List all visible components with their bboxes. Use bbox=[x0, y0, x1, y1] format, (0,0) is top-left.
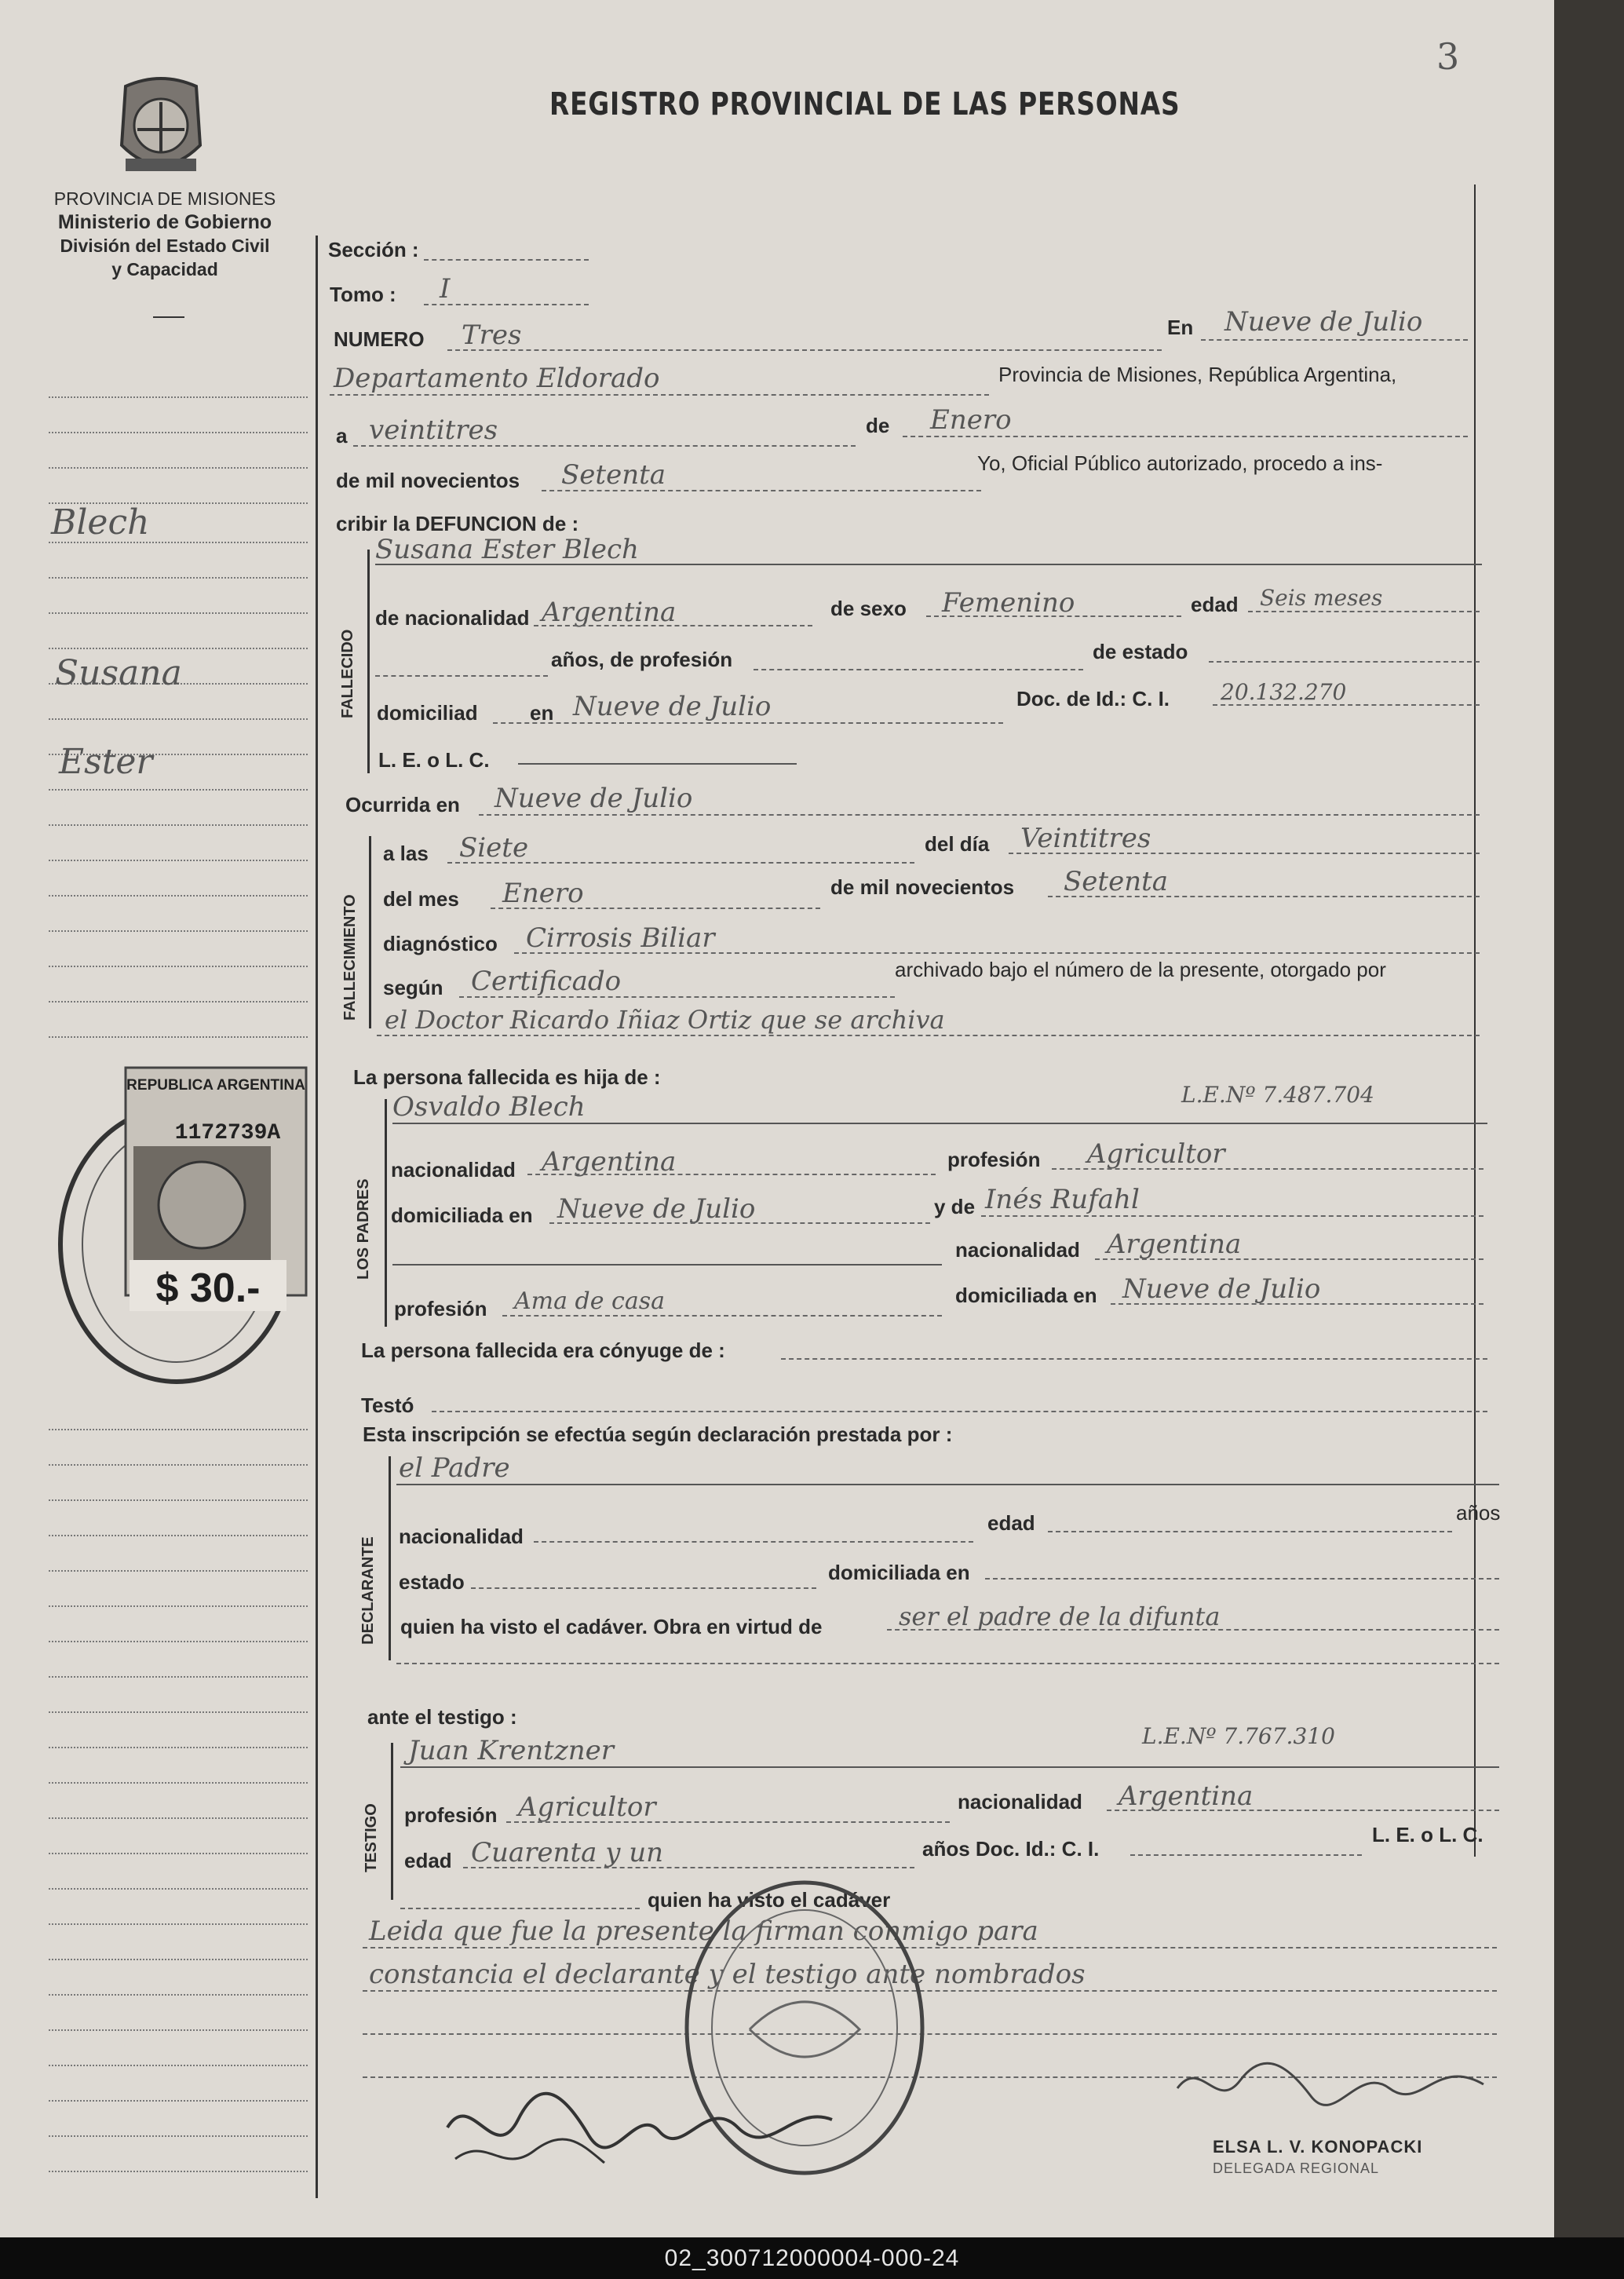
field-line bbox=[542, 490, 981, 491]
label-profesion-padre: profesión bbox=[947, 1148, 1041, 1171]
signature-declarante bbox=[440, 2073, 848, 2182]
value-padre-doc: L.E.Nº 7.487.704 bbox=[1181, 1082, 1374, 1108]
value-tomo: I bbox=[440, 273, 451, 305]
stamp-serial: 1172739A bbox=[174, 1121, 281, 1145]
page-title: REGISTRO PROVINCIAL DE LAS PERSONAS bbox=[549, 86, 1181, 122]
fallecido-bracket bbox=[367, 550, 370, 773]
margin-rule bbox=[49, 1747, 308, 1748]
field-line bbox=[447, 349, 1162, 351]
header-rule bbox=[153, 316, 184, 318]
label-en: En bbox=[1167, 316, 1194, 339]
value-testigo-prof: Agricultor bbox=[518, 1791, 656, 1823]
image-identifier: 02_300712000004-000-24 bbox=[664, 2245, 960, 2271]
stamp-amount: $ 30.- bbox=[155, 1266, 261, 1311]
field-line bbox=[1111, 1303, 1483, 1305]
stamp-header-text: REPUBLICA ARGENTINA bbox=[126, 1077, 305, 1094]
label-estado-declarante: estado bbox=[399, 1570, 465, 1594]
margin-rule bbox=[49, 2100, 308, 2102]
value-mes2: Enero bbox=[502, 878, 584, 909]
margin-rule bbox=[49, 2171, 308, 2172]
margin-rule bbox=[49, 467, 308, 469]
value-diagnostico: Cirrosis Biliar bbox=[526, 922, 715, 954]
label-nacionalidad-declarante: nacionalidad bbox=[399, 1525, 524, 1548]
label-inscribir: cribir la DEFUNCION de : bbox=[336, 512, 579, 535]
margin-rule bbox=[49, 648, 308, 649]
value-madre: Inés Rufahl bbox=[985, 1184, 1140, 1215]
label-testo: Testó bbox=[361, 1393, 414, 1417]
margin-rule bbox=[49, 432, 308, 433]
field-line bbox=[400, 1766, 1499, 1768]
value-medico: el Doctor Ricardo Iñiaz Ortiz que se archiva bbox=[385, 1005, 945, 1035]
label-anos-profesion: años, de profesión bbox=[551, 648, 733, 671]
label-inscripcion: Esta inscripción se efectúa según declaración prestada por : bbox=[363, 1423, 953, 1446]
field-line bbox=[1201, 339, 1468, 341]
value-testigo-edad: Cuarenta y un bbox=[471, 1837, 664, 1868]
label-profesion-madre: profesión bbox=[394, 1297, 487, 1320]
label-quien-cadaver: quien ha visto el cadáver. Obra en virtud de bbox=[400, 1615, 823, 1638]
side-label-padres: LOS PADRES bbox=[355, 1178, 372, 1280]
field-line bbox=[1130, 1854, 1362, 1856]
label-quien-visto: quien ha visto el cadáver bbox=[648, 1888, 891, 1912]
margin-rule bbox=[49, 577, 308, 579]
field-line bbox=[400, 1908, 640, 1909]
side-label-testigo: TESTIGO bbox=[363, 1803, 380, 1872]
label-ante-testigo: ante el testigo : bbox=[367, 1705, 517, 1729]
field-line bbox=[754, 669, 1083, 670]
coat-of-arms-seal-icon bbox=[110, 71, 212, 184]
margin-rule bbox=[49, 718, 308, 720]
header-division: División del Estado Civil bbox=[60, 236, 270, 256]
margin-rule bbox=[49, 1994, 308, 1996]
side-label-fallecimiento: FALLECIMIENTO bbox=[341, 894, 359, 1021]
right-border bbox=[1474, 184, 1476, 1857]
field-line bbox=[463, 1867, 914, 1868]
field-line bbox=[1052, 1168, 1483, 1170]
field-line bbox=[1213, 704, 1480, 706]
field-line bbox=[514, 952, 1480, 954]
margin-rule bbox=[49, 824, 308, 826]
label-domiciliada-declarante: domiciliada en bbox=[828, 1561, 970, 1584]
label-ocurrida: Ocurrida en bbox=[345, 793, 460, 816]
label-diagnostico: diagnóstico bbox=[383, 932, 498, 955]
margin-rule bbox=[49, 1535, 308, 1536]
field-line bbox=[375, 564, 1482, 565]
field-line bbox=[527, 1174, 936, 1175]
value-dia: veintitres bbox=[369, 415, 498, 446]
field-line bbox=[459, 996, 895, 998]
value-anio: Setenta bbox=[561, 459, 666, 491]
label-del-mes: del mes bbox=[383, 887, 459, 911]
field-line bbox=[506, 1821, 950, 1823]
field-line bbox=[518, 763, 797, 765]
field-line bbox=[1009, 853, 1480, 854]
label-yo-oficial: Yo, Oficial Público autorizado, procedo a ins- bbox=[977, 451, 1383, 475]
field-line bbox=[479, 814, 1480, 816]
value-hora: Siete bbox=[459, 832, 529, 864]
header-province: PROVINCIA DE MISIONES bbox=[53, 188, 276, 209]
official-name: ELSA L. V. KONOPACKI bbox=[1213, 2137, 1423, 2157]
header-ministry: Ministerio de Gobierno bbox=[57, 211, 272, 233]
label-anos-declarante: años bbox=[1456, 1501, 1501, 1525]
field-line bbox=[396, 1663, 1499, 1664]
field-line bbox=[493, 722, 1003, 724]
value-numero: Tres bbox=[462, 320, 522, 351]
label-provincia: Provincia de Misiones, República Argentina, bbox=[998, 363, 1397, 386]
label-archivado: archivado bajo el número de la presente, otorgado por bbox=[895, 958, 1386, 981]
revenue-stamp bbox=[51, 1052, 326, 1397]
margin-rule bbox=[49, 1605, 308, 1607]
margin-surname: Blech bbox=[51, 502, 150, 542]
field-line bbox=[330, 394, 989, 396]
field-line bbox=[353, 445, 856, 447]
label-le-lc: L. E. o L. C. bbox=[378, 748, 490, 772]
margin-rule bbox=[49, 1001, 308, 1003]
label-le-lc-testigo: L. E. o L. C. bbox=[1372, 1823, 1483, 1846]
field-line bbox=[534, 1541, 973, 1543]
testigo-bracket bbox=[391, 1743, 393, 1900]
margin-rule bbox=[49, 1782, 308, 1784]
label-en-domicilio: en bbox=[530, 701, 554, 725]
field-line bbox=[926, 615, 1181, 617]
signature-official bbox=[1170, 2041, 1499, 2127]
value-en-lugar: Nueve de Julio bbox=[1224, 306, 1423, 338]
value-madre-dom: Nueve de Julio bbox=[1122, 1273, 1321, 1305]
field-line bbox=[985, 1578, 1499, 1580]
margin-rule bbox=[49, 612, 308, 614]
label-de-mil-novecientos: de mil novecientos bbox=[830, 875, 1015, 899]
value-sexo: Femenino bbox=[942, 587, 1075, 619]
field-line bbox=[392, 1123, 1487, 1124]
label-segun: según bbox=[383, 976, 443, 999]
margin-rule bbox=[49, 1499, 308, 1501]
label-sexo: de sexo bbox=[830, 597, 907, 620]
label-a-las: a las bbox=[383, 842, 429, 865]
label-de-estado: de estado bbox=[1093, 640, 1188, 663]
field-line bbox=[534, 625, 812, 626]
label-numero: NUMERO bbox=[334, 327, 425, 351]
label-edad-testigo: edad bbox=[404, 1849, 452, 1872]
label-tomo: Tomo : bbox=[330, 283, 396, 306]
field-line bbox=[887, 1629, 1499, 1631]
header-capacity: y Capacidad bbox=[111, 259, 218, 279]
value-ocurrida: Nueve de Julio bbox=[494, 783, 693, 814]
field-line bbox=[1248, 611, 1480, 612]
margin-rule bbox=[49, 1641, 308, 1642]
label-nacionalidad-padre: nacionalidad bbox=[391, 1158, 516, 1182]
field-line bbox=[392, 1264, 942, 1266]
field-line bbox=[1107, 1810, 1499, 1811]
value-testigo-doc: L.E.Nº 7.767.310 bbox=[1142, 1723, 1335, 1749]
label-a: a bbox=[336, 424, 348, 447]
padres-bracket bbox=[385, 1099, 387, 1327]
field-line bbox=[903, 436, 1468, 437]
margin-rule bbox=[49, 930, 308, 932]
value-mes: Enero bbox=[930, 404, 1012, 436]
field-line bbox=[432, 1411, 1487, 1412]
label-conyuge: La persona fallecida era cónyuge de : bbox=[361, 1339, 725, 1362]
value-padre: Osvaldo Blech bbox=[392, 1091, 586, 1123]
side-label-fallecido: FALLECIDO bbox=[339, 629, 356, 718]
value-testigo-nac: Argentina bbox=[1119, 1780, 1254, 1812]
field-line bbox=[1048, 896, 1480, 897]
margin-rule bbox=[49, 1853, 308, 1854]
label-nacionalidad-testigo: nacionalidad bbox=[958, 1790, 1082, 1813]
margin-rule bbox=[49, 895, 308, 897]
field-line bbox=[549, 1222, 930, 1224]
value-nacionalidad: Argentina bbox=[542, 597, 677, 628]
field-line bbox=[396, 1484, 1499, 1485]
value-testigo: Juan Krentzner bbox=[408, 1735, 615, 1766]
value-declarante: el Padre bbox=[399, 1452, 510, 1484]
field-line bbox=[1048, 1531, 1452, 1532]
margin-rule bbox=[49, 966, 308, 967]
value-fallecido: Susana Ester Blech bbox=[375, 534, 639, 565]
field-line bbox=[502, 1315, 942, 1317]
label-seccion: Sección : bbox=[328, 238, 419, 261]
field-line bbox=[377, 1035, 1480, 1036]
folio-number: 3 bbox=[1436, 35, 1460, 78]
field-line bbox=[491, 908, 820, 909]
margin-rule bbox=[49, 1817, 308, 1819]
note-line-1: Leida que fue la presente la firman conmigo para bbox=[369, 1916, 1038, 1947]
issuing-authority bbox=[24, 187, 306, 281]
margin-rule bbox=[49, 1888, 308, 1890]
label-y-de: y de bbox=[934, 1195, 976, 1218]
label-de: de bbox=[866, 414, 890, 437]
label-mil-novecientos: de mil novecientos bbox=[336, 469, 520, 492]
value-segun: Certificado bbox=[471, 966, 622, 997]
value-domicilio: Nueve de Julio bbox=[573, 691, 772, 722]
margin-rule bbox=[49, 396, 308, 398]
margin-rule bbox=[49, 1711, 308, 1713]
value-madre-prof: Ama de casa bbox=[514, 1287, 665, 1315]
note-line-2: constancia el declarante y el testigo ante nombrados bbox=[369, 1959, 1086, 1990]
value-padre-dom: Nueve de Julio bbox=[557, 1193, 756, 1225]
value-virtud: ser el padre de la difunta bbox=[899, 1602, 1221, 1631]
label-nacionalidad: de nacionalidad bbox=[375, 606, 530, 630]
field-line bbox=[981, 1215, 1483, 1217]
official-role: DELEGADA REGIONAL bbox=[1213, 2160, 1380, 2176]
field-line bbox=[1095, 1258, 1483, 1260]
margin-rule bbox=[49, 1923, 308, 1925]
field-line bbox=[424, 304, 589, 305]
value-madre-nac: Argentina bbox=[1107, 1229, 1242, 1260]
margin-rule bbox=[49, 1676, 308, 1678]
field-line bbox=[471, 1587, 816, 1589]
declarante-bracket bbox=[389, 1456, 391, 1660]
field-line bbox=[424, 259, 589, 261]
image-identifier-bar bbox=[0, 2237, 1624, 2279]
label-domiciliad: domiciliad bbox=[377, 701, 478, 725]
label-edad-declarante: edad bbox=[987, 1511, 1035, 1535]
side-label-declarante: DECLARANTE bbox=[359, 1536, 377, 1645]
margin-rule bbox=[49, 1036, 308, 1038]
margin-rule bbox=[49, 1570, 308, 1572]
field-line bbox=[1209, 661, 1480, 663]
fallecimiento-bracket bbox=[369, 836, 371, 1028]
margin-rule bbox=[49, 1429, 308, 1430]
value-doc: 20.132.270 bbox=[1221, 679, 1347, 705]
margin-rule bbox=[49, 2029, 308, 2031]
margin-rule bbox=[49, 1464, 308, 1466]
margin-rule bbox=[49, 789, 308, 791]
margin-rule bbox=[49, 2135, 308, 2137]
value-anio2: Setenta bbox=[1064, 866, 1169, 897]
margin-rule bbox=[49, 2065, 308, 2066]
field-line bbox=[375, 675, 548, 677]
margin-rule bbox=[49, 860, 308, 861]
margin-rule bbox=[49, 1959, 308, 1960]
label-domiciliada-padre: domiciliada en bbox=[391, 1203, 533, 1227]
value-padre-nac: Argentina bbox=[542, 1146, 677, 1178]
label-del-dia: del día bbox=[925, 832, 990, 856]
margin-second-name: Ester bbox=[59, 742, 153, 782]
field-line bbox=[781, 1358, 1487, 1360]
value-edad: Seis meses bbox=[1260, 585, 1383, 611]
field-line bbox=[447, 862, 914, 864]
label-nacionalidad-madre: nacionalidad bbox=[955, 1238, 1080, 1262]
label-anos-doc: años Doc. Id.: C. I. bbox=[922, 1837, 1100, 1861]
margin-first-name: Susana bbox=[55, 653, 182, 693]
label-domiciliada-madre: domiciliada en bbox=[955, 1284, 1097, 1307]
value-padre-prof: Agricultor bbox=[1087, 1138, 1225, 1170]
label-doc-id: Doc. de Id.: C. I. bbox=[1016, 687, 1170, 710]
label-edad: edad bbox=[1191, 593, 1239, 616]
value-departamento: Departamento Eldorado bbox=[334, 363, 660, 394]
value-dia2: Veintitres bbox=[1020, 823, 1151, 854]
label-hija-de: La persona fallecida es hija de : bbox=[353, 1065, 661, 1089]
label-profesion-testigo: profesión bbox=[404, 1803, 498, 1827]
